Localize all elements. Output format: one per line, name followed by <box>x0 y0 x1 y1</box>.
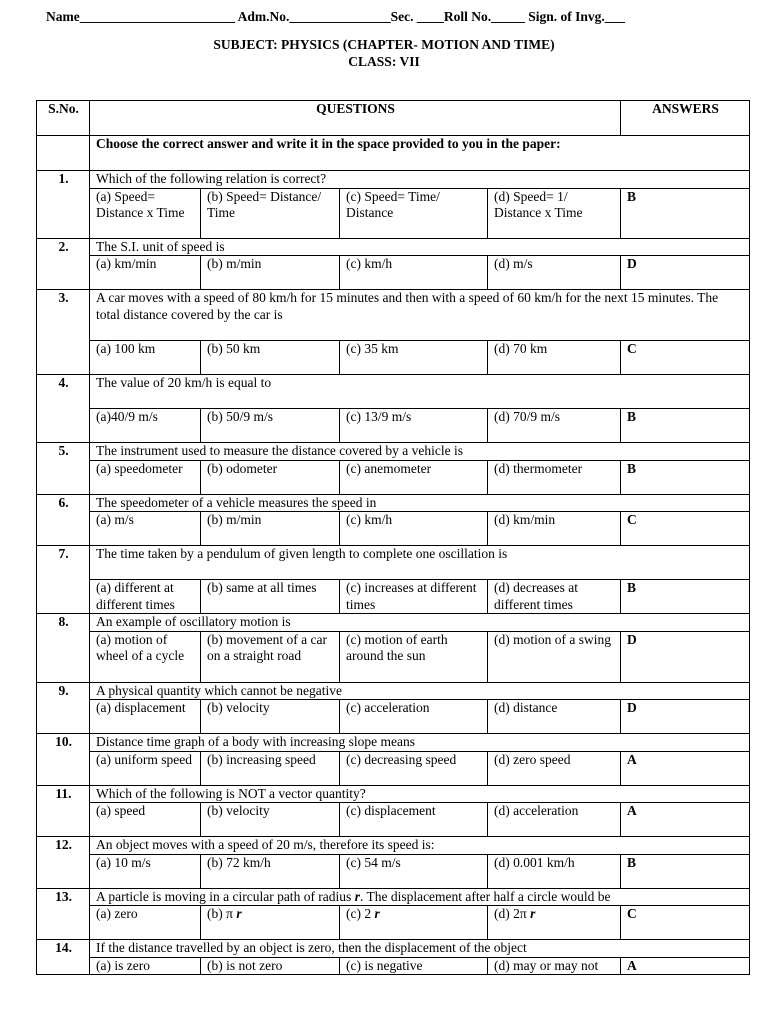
option-d: (d) 0.001 km/h <box>488 854 621 888</box>
answer-cell: A <box>621 957 750 975</box>
option-a: (a) uniform speed <box>90 751 201 785</box>
option-c: (c) decreasing speed <box>340 751 488 785</box>
option-b: (b) same at all times <box>201 580 340 614</box>
option-c: (c) is negative <box>340 957 488 975</box>
answer-cell: B <box>621 854 750 888</box>
options-row <box>37 854 750 888</box>
options-row <box>37 512 750 546</box>
option-d: (d) zero speed <box>488 751 621 785</box>
question-row <box>37 614 750 632</box>
option-c: (c) motion of earth around the sun <box>340 631 488 682</box>
option-d: (d) may or may not <box>488 957 621 975</box>
answer-cell: C <box>621 512 750 546</box>
class-title: CLASS: VII <box>348 54 420 69</box>
question-text: The time taken by a pendulum of given length to complete one oscillation is <box>90 546 750 580</box>
option-c: (c) 2 r <box>340 906 488 940</box>
answer-cell: C <box>621 906 750 940</box>
option-c: (c) displacement <box>340 803 488 837</box>
answer-cell: B <box>621 409 750 443</box>
question-row <box>37 837 750 855</box>
option-b: (b) is not zero <box>201 957 340 975</box>
question-number: 2. <box>37 238 90 290</box>
options-row <box>37 957 750 975</box>
instruction-text: Choose the correct answer and write it in the space provided to you in the paper: <box>90 136 750 171</box>
answer-cell: A <box>621 751 750 785</box>
option-a: (a) speedometer <box>90 460 201 494</box>
options-row <box>37 751 750 785</box>
header-sno: S.No. <box>37 101 90 136</box>
question-row <box>37 940 750 958</box>
question-number: 10. <box>37 734 90 786</box>
question-row <box>37 682 750 700</box>
question-text: The S.I. unit of speed is <box>90 238 750 256</box>
option-a: (a) km/min <box>90 256 201 290</box>
option-d: (d) thermometer <box>488 460 621 494</box>
answer-cell: D <box>621 256 750 290</box>
option-b: (b) odometer <box>201 460 340 494</box>
option-a: (a) m/s <box>90 512 201 546</box>
option-b: (b) increasing speed <box>201 751 340 785</box>
options-row <box>37 631 750 682</box>
question-text: Which of the following relation is correct? <box>90 171 750 189</box>
options-row <box>37 188 750 238</box>
question-row <box>37 290 750 341</box>
option-c: (c) 35 km <box>340 341 488 375</box>
option-a: (a)40/9 m/s <box>90 409 201 443</box>
option-a: (a) different at different times <box>90 580 201 614</box>
question-text: If the distance travelled by an object is zero, then the displacement of the object <box>90 940 750 958</box>
answer-cell: A <box>621 803 750 837</box>
options-row <box>37 409 750 443</box>
options-row <box>37 803 750 837</box>
option-b: (b) movement of a car on a straight road <box>201 631 340 682</box>
question-row <box>37 238 750 256</box>
questions-table <box>36 100 750 975</box>
option-a: (a) Speed= Distance x Time <box>90 188 201 238</box>
option-d: (d) 70 km <box>488 341 621 375</box>
option-c: (c) acceleration <box>340 700 488 734</box>
header-answers: ANSWERS <box>621 101 750 136</box>
option-b: (b) velocity <box>201 803 340 837</box>
question-row <box>37 888 750 906</box>
question-row <box>37 171 750 189</box>
question-row <box>37 375 750 409</box>
option-b: (b) π r <box>201 906 340 940</box>
question-number: 11. <box>37 785 90 837</box>
question-row <box>37 443 750 461</box>
options-row <box>37 460 750 494</box>
student-details-line: Name_______________________ Adm.No._______________Sec. ____Roll No._____ Sign. of Invg.___ <box>46 9 626 24</box>
question-row <box>37 494 750 512</box>
question-text: Distance time graph of a body with increasing slope means <box>90 734 750 752</box>
answer-cell: D <box>621 631 750 682</box>
option-c: (c) km/h <box>340 256 488 290</box>
options-row <box>37 341 750 375</box>
option-b: (b) 72 km/h <box>201 854 340 888</box>
option-b: (b) velocity <box>201 700 340 734</box>
question-number: 8. <box>37 614 90 683</box>
question-text: An object moves with a speed of 20 m/s, therefore its speed is: <box>90 837 750 855</box>
option-c: (c) 13/9 m/s <box>340 409 488 443</box>
question-row <box>37 546 750 580</box>
option-a: (a) speed <box>90 803 201 837</box>
options-row <box>37 700 750 734</box>
option-d: (d) acceleration <box>488 803 621 837</box>
option-c: (c) increases at different times <box>340 580 488 614</box>
question-row <box>37 734 750 752</box>
option-b: (b) m/min <box>201 512 340 546</box>
question-number: 5. <box>37 443 90 495</box>
answer-cell: D <box>621 700 750 734</box>
question-number: 9. <box>37 682 90 734</box>
option-d: (d) decreases at different times <box>488 580 621 614</box>
option-c: (c) 54 m/s <box>340 854 488 888</box>
option-c: (c) Speed= Time/ Distance <box>340 188 488 238</box>
option-a: (a) is zero <box>90 957 201 975</box>
question-number: 7. <box>37 546 90 614</box>
option-d: (d) Speed= 1/ Distance x Time <box>488 188 621 238</box>
option-d: (d) 70/9 m/s <box>488 409 621 443</box>
answer-cell: C <box>621 341 750 375</box>
question-text: A particle is moving in a circular path of radius r. The displacement after half a circle would be <box>90 888 750 906</box>
option-d: (d) distance <box>488 700 621 734</box>
question-number: 6. <box>37 494 90 546</box>
blank-cell <box>37 136 90 171</box>
question-text: A car moves with a speed of 80 km/h for 15 minutes and then with a speed of 60 km/h for the next 15 minutes. The total distance covered by the car is <box>90 290 750 341</box>
option-a: (a) 100 km <box>90 341 201 375</box>
options-row <box>37 906 750 940</box>
option-a: (a) motion of wheel of a cycle <box>90 631 201 682</box>
question-number: 14. <box>37 940 90 975</box>
question-text: Which of the following is NOT a vector quantity? <box>90 785 750 803</box>
option-b: (b) m/min <box>201 256 340 290</box>
question-text: A physical quantity which cannot be negative <box>90 682 750 700</box>
question-text: The value of 20 km/h is equal to <box>90 375 750 409</box>
answer-cell: B <box>621 460 750 494</box>
option-b: (b) 50/9 m/s <box>201 409 340 443</box>
option-a: (a) displacement <box>90 700 201 734</box>
question-number: 12. <box>37 837 90 889</box>
option-d: (d) km/min <box>488 512 621 546</box>
question-text: The speedometer of a vehicle measures the speed in <box>90 494 750 512</box>
options-row <box>37 256 750 290</box>
option-b: (b) 50 km <box>201 341 340 375</box>
option-a: (a) 10 m/s <box>90 854 201 888</box>
option-a: (a) zero <box>90 906 201 940</box>
question-text: The instrument used to measure the distance covered by a vehicle is <box>90 443 750 461</box>
subject-title: SUBJECT: PHYSICS (CHAPTER- MOTION AND TIME) <box>213 37 555 52</box>
option-b: (b) Speed= Distance/ Time <box>201 188 340 238</box>
answer-cell: B <box>621 580 750 614</box>
question-text: An example of oscillatory motion is <box>90 614 750 632</box>
question-number: 13. <box>37 888 90 940</box>
header-questions: QUESTIONS <box>90 101 621 136</box>
question-number: 1. <box>37 171 90 239</box>
option-d: (d) 2π r <box>488 906 621 940</box>
option-d: (d) m/s <box>488 256 621 290</box>
question-row <box>37 785 750 803</box>
question-number: 3. <box>37 290 90 375</box>
option-c: (c) km/h <box>340 512 488 546</box>
options-row <box>37 580 750 614</box>
option-d: (d) motion of a swing <box>488 631 621 682</box>
answer-cell: B <box>621 188 750 238</box>
question-number: 4. <box>37 375 90 443</box>
option-c: (c) anemometer <box>340 460 488 494</box>
